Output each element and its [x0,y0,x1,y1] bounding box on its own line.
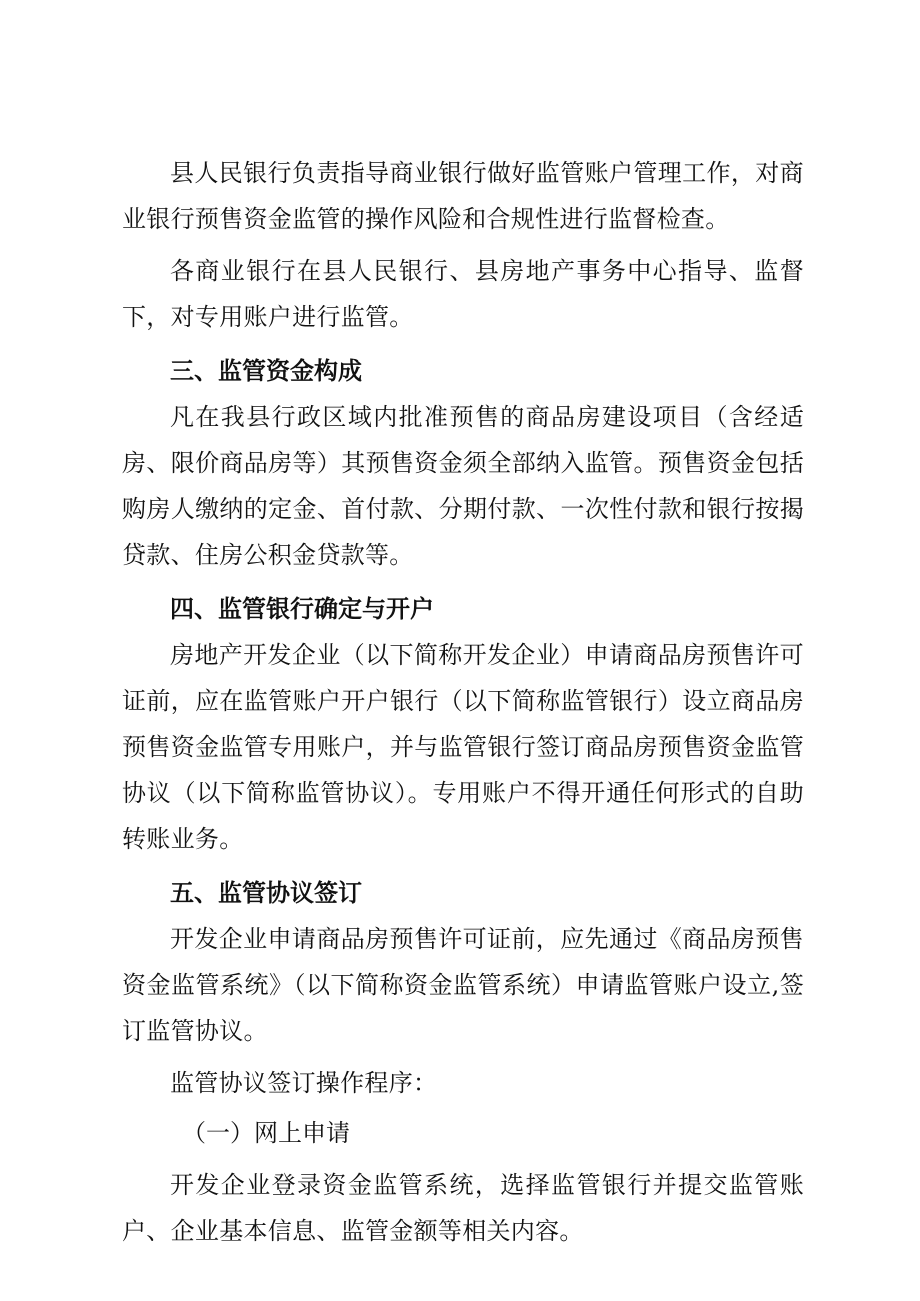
paragraph-fund-composition: 凡在我县行政区域内批准预售的商品房建设项目（含经适房、限价商品房等）其预售资金须全部纳入监管。预售资金包括购房人缴纳的定金、首付款、分期付款、一次性付款和银行按揭贷款、住房公积金贷款等。 [122,403,804,569]
section-heading-5: 五、监管协议签订 [170,879,362,907]
paragraph-bank-guidance: 县人民银行负责指导商业银行做好监管账户管理工作，对商业银行预售资金监管的操作风险和合规性进行监督检查。 [122,159,804,233]
paragraph-online-application: 开发企业登录资金监管系统，选择监管银行并提交监管账户、企业基本信息、监管金额等相关内容。 [122,1171,804,1245]
paragraph-procedure-intro: 监管协议签订操作程序： [170,1069,438,1097]
paragraph-commercial-banks: 各商业银行在县人民银行、县房地产事务中心指导、监督下，对专用账户进行监管。 [122,257,804,331]
section-heading-4: 四、监管银行确定与开户 [170,595,434,623]
subsection-heading-online-application: （一）网上申请 [182,1119,350,1147]
paragraph-agreement-signing: 开发企业申请商品房预售许可证前，应先通过《商品房预售资金监管系统》（以下简称资金监管系统）申请监管账户设立,签订监管协议。 [122,925,804,1045]
section-heading-3: 三、监管资金构成 [170,357,362,385]
paragraph-account-opening: 房地产开发企业（以下简称开发企业）申请商品房预售许可证前，应在监管账户开户银行（以下简称监管银行）设立商品房预售资金监管专用账户，并与监管银行签订商品房预售资金监管协议（以下简称监管协议）。专用账户不得开通任何形式的自助转账业务。 [122,641,804,853]
document-page [122,150,804,1254]
